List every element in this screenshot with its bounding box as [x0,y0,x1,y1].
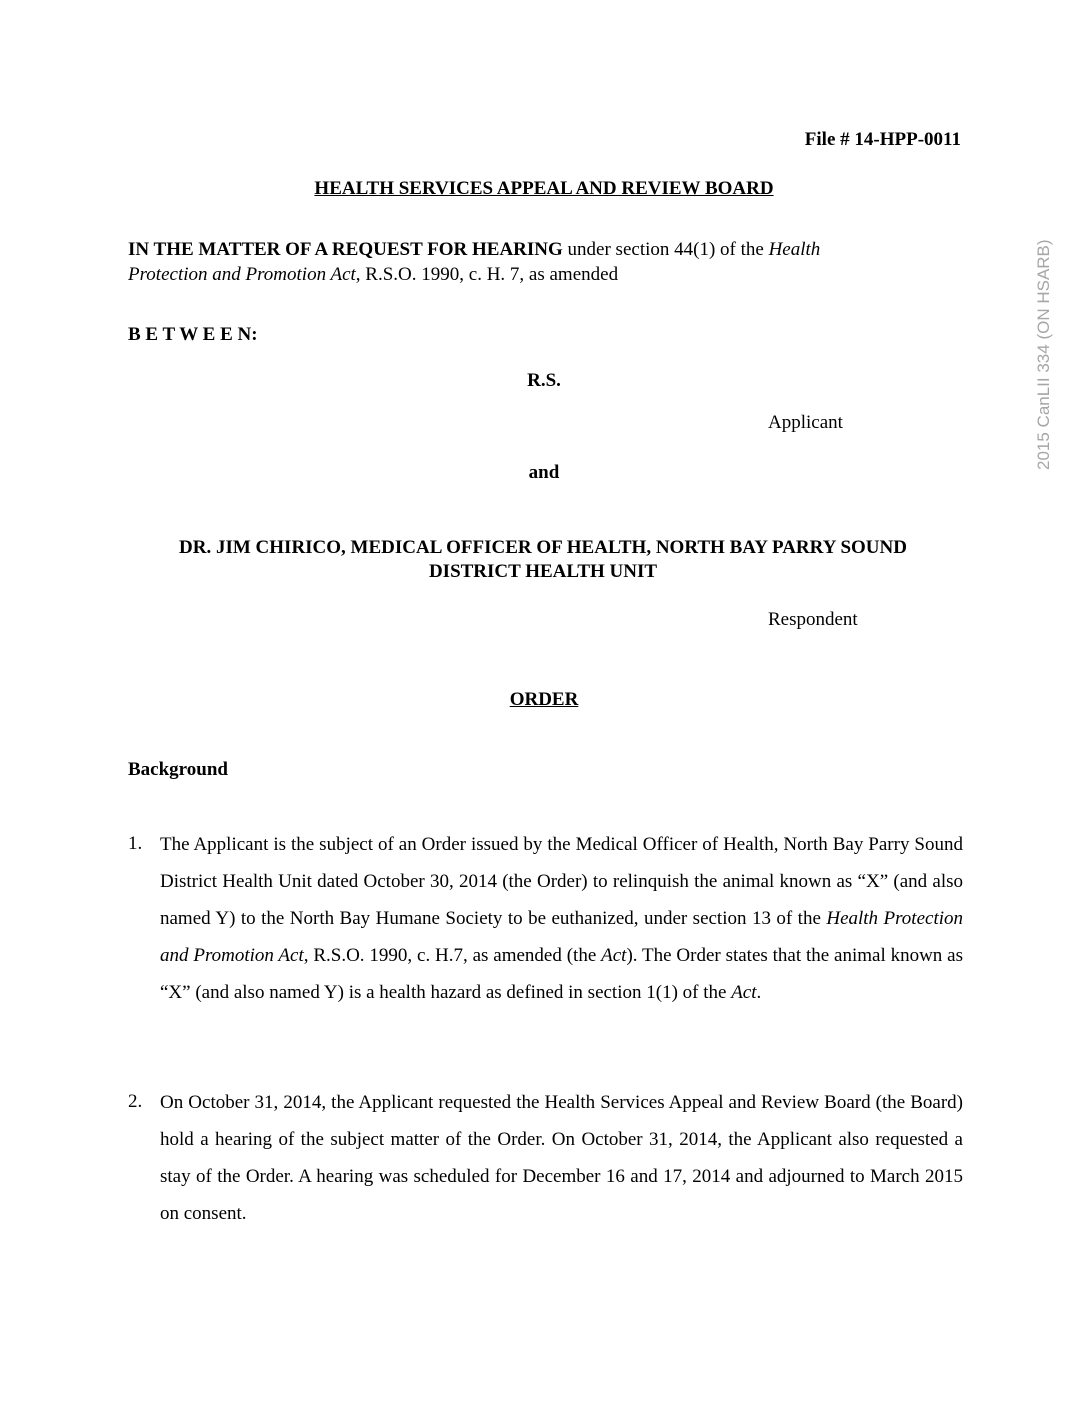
respondent-name-line2: DISTRICT HEALTH UNIT [428,561,658,582]
matter-bold: IN THE MATTER OF A REQUEST FOR HEARING [128,239,563,260]
paragraph-1-act-ref: Act [731,982,757,1003]
matter-italic2: Protection and Promotion Act [128,264,356,285]
applicant-name: R.S. [527,370,561,391]
paragraph-1-text: The Applicant is the subject of an Order issued by the Medical Officer of Health, North Bay Parry Sound District Health Unit dated October 30, 2014 (the Order) to relinquish the animal known as “X” (and also named Y) to the North Bay Humane Society to be euthanized, under section 13 of the [160,834,963,929]
paragraph-1-text: . [756,982,762,1003]
paragraph-1-text: ). The Order states that the animal known as “X” (and also named Y) is a health hazard as defined in section 1(1) of the [160,945,963,1003]
background-heading: Background [128,759,228,780]
applicant-role: Applicant [768,412,843,433]
matter-text2: , R.S.O. 1990, c. H. 7, as amended [355,264,619,285]
paragraph-1-text: , R.S.O. 1990, c. H.7, as amended (the [303,945,602,966]
paragraph-2-number: 2. [128,1091,143,1112]
matter-text1: under section 44(1) of the [562,239,769,260]
file-number: File # 14-HPP-0011 [804,129,961,150]
respondent-role: Respondent [768,609,858,630]
board-title: HEALTH SERVICES APPEAL AND REVIEW BOARD [314,178,774,199]
order-heading: ORDER [509,689,579,710]
between-label: B E T W E E N: [128,324,258,345]
paragraph-2: On October 31, 2014, the Applicant requested the Health Services Appeal and Review Board (the Board) hold a hearing of the subject matter of the Order. On October 31, 2014, the Applicant also requested a stay of the Order. A hearing was scheduled for December 16 and 17, 2014 and adjourned to March 2015 on consent. [160,1092,963,1224]
citation-watermark: 2015 CanLII 334 (ON HSARB) [1034,239,1053,470]
and-label: and [528,462,560,483]
paragraph-1-number: 1. [128,833,143,854]
paragraph-1-act-title: Health Protection and Promotion Act [160,908,964,966]
matter-italic1: Health [768,239,821,260]
paragraph-1-act-ref: Act [601,945,627,966]
matter-statement [128,237,963,287]
respondent-name-line1: DR. JIM CHIRICO, MEDICAL OFFICER OF HEALTH, NORTH BAY PARRY SOUND [179,537,907,558]
paragraph-1 [160,826,963,1011]
